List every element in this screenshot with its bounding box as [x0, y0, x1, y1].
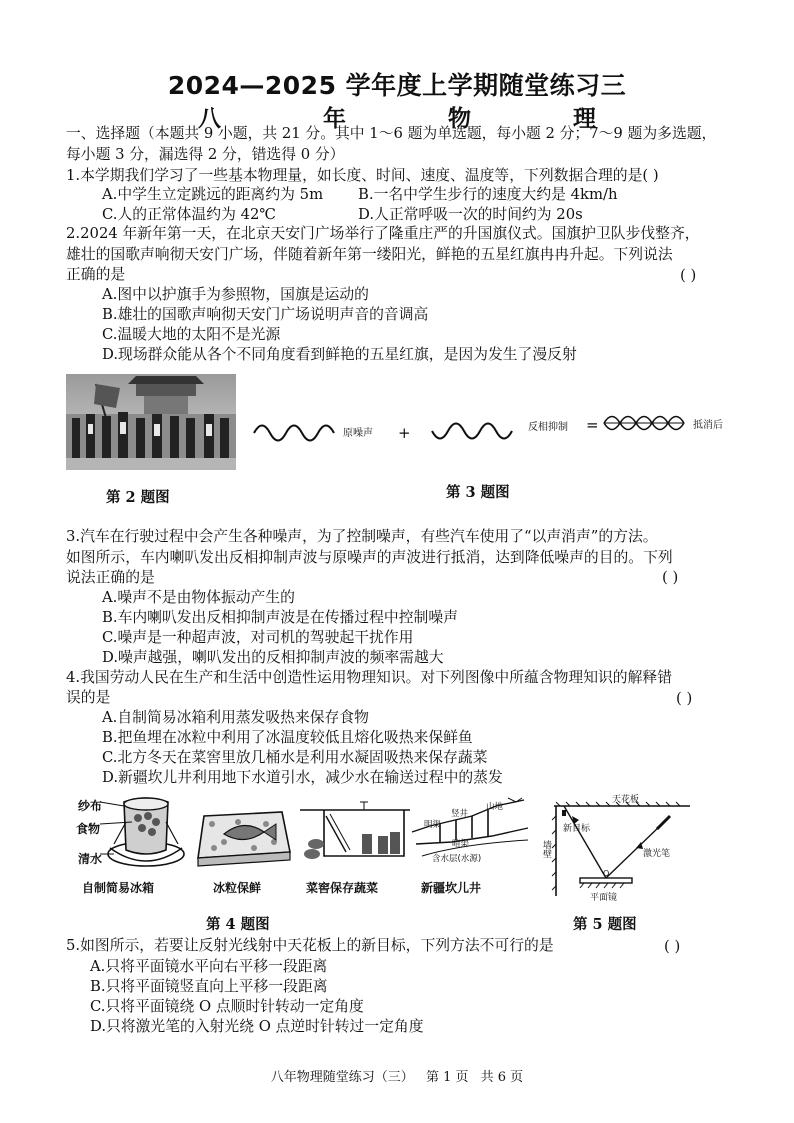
q3-option-b: B.车内喇叭发出反相抑制声波是在传播过程中控制噪声 [102, 609, 458, 626]
q2-option-d: D.现场群众能从各个不同角度看到鲜艳的五星红旗，是因为发生了漫反射 [102, 346, 577, 363]
q2-option-c: C.温暖大地的太阳不是光源 [102, 326, 281, 343]
fig3-anti-wave [432, 416, 518, 446]
fig4-fridge-sketch [104, 792, 190, 872]
section-header-line2: 每小题 3 分，漏选得 2 分，错选得 0 分） [66, 146, 345, 163]
fig3-plus-sign: + [398, 424, 411, 442]
fig2-caption: 第 2 题图 [106, 489, 170, 506]
fig3-equals-sign: = [586, 416, 599, 434]
fig4-karez-shaft-label: 明渠 [424, 820, 442, 830]
fig5-caption: 第 5 题图 [573, 916, 637, 933]
fig4-fridge-caption: 自制简易冰箱 [82, 881, 155, 895]
page-title: 2024—2025 学年度上学期随堂练习三 [167, 71, 627, 100]
fig4-caption: 第 4 题图 [206, 916, 270, 933]
section-header-line1: 一、选择题（本题共 9 小题，共 21 分。其中 1～6 题为单选题，每小题 2 分；7～9 题为多选题， [66, 125, 717, 142]
q2-stem-line3: 正确的是 [66, 266, 126, 283]
footer-page-number: 第 1 页 [425, 1070, 469, 1085]
fig5-wall-label: 墙壁 [541, 840, 551, 858]
q2-option-b: B.雄壮的国歌声响彻天安门广场说明声音的音调高 [102, 306, 429, 323]
q3-option-c: C.噪声是一种超声波，对司机的驾驶起干扰作用 [102, 629, 414, 646]
fig4-ice-fish-sketch [194, 802, 292, 868]
q5-answer-paren: ( ) [664, 938, 681, 955]
q1-stem: 1.本学期我们学习了一些基本物理量，如长度、时间、速度、温度等，下列数据合理的是( ) [66, 167, 659, 184]
fig4-karez-aquifer-label: 含水层(水源) [432, 854, 482, 864]
fig4-ice-caption: 冰粒保鲜 [213, 881, 262, 895]
q4-option-c: C.北方冬天在菜窖里放几桶水是利用水凝固吸热来保存蔬菜 [102, 749, 488, 766]
fig5-mirror-label: 平面镜 [590, 893, 618, 903]
fig5-mirror-diagram [540, 796, 700, 902]
q4-option-d: D.新疆坎儿井利用地下水道引水，减少水在输送过程中的蒸发 [102, 769, 503, 786]
fig4-cellar-sketch [300, 796, 410, 870]
q4-option-a: A.自制简易冰箱利用蒸发吸热来保存食物 [102, 709, 369, 726]
fig3-cancelled-wave [604, 410, 684, 436]
q2-stem-line2: 雄壮的国歌声响彻天安门广场，伴随着新年第一缕阳光，鲜艳的五星红旗冉冉升起。下列说法 [66, 246, 673, 263]
q1-option-c: C.人的正常体温约为 42℃ [102, 206, 276, 223]
q4-stem-line1: 4.我国劳动人民在生产和生活中创造性运用物理知识。对下列图像中所蕴含物理知识的解释错 [66, 669, 672, 686]
fig4-karez-caption: 新疆坎儿井 [421, 881, 482, 895]
q1-option-b: B.一名中学生步行的速度大约是 4km/h [358, 186, 618, 203]
fig5-laser-label: 激光笔 [643, 849, 671, 859]
page-footer [0, 1066, 794, 1085]
q5-option-a: A.只将平面镜水平向右平移一段距离 [90, 958, 328, 975]
q3-answer-paren: ( ) [662, 569, 679, 586]
q4-stem-line2: 误的是 [66, 689, 111, 706]
fig2-flag-guard-photo [66, 374, 236, 470]
q5-stem: 5.如图所示，若要让反射光线射中天花板上的新目标，下列方法不可行的是 [66, 937, 554, 954]
q2-option-a: A.图中以护旗手为参照物，国旗是运动的 [102, 286, 369, 303]
fig3-noise-wave [254, 418, 336, 448]
q2-stem-line1: 2.2024 年新年第一天，在北京天安门广场举行了隆重庄严的升国旗仪式。国旗护卫队步伐整齐， [66, 225, 700, 242]
fig4-karez-well-label: 竖井 [451, 809, 469, 819]
fig5-target-label: 新目标 [563, 824, 591, 834]
q3-stem-line1: 3.汽车在行驶过程中会产生各种噪声，为了控制噪声，有些汽车使用了“以声消声”的方法。 [66, 528, 658, 545]
q4-option-b: B.把鱼埋在冰粒中利用了冰温度较低且熔化吸热来保鲜鱼 [102, 729, 473, 746]
fig4-karez-mountain-label: 山地 [486, 802, 504, 812]
q5-option-c: C.只将平面镜绕 O 点顺时针转动一定角度 [90, 998, 364, 1015]
q4-answer-paren: ( ) [676, 690, 693, 707]
q3-option-d: D.噪声越强，喇叭发出的反相抑制声波的频率需越大 [102, 649, 444, 666]
fig4-cellar-caption: 菜窖保存蔬菜 [306, 881, 379, 895]
fig4-food-label: 食物 [76, 822, 101, 836]
fig5-ceiling-label: 天花板 [612, 795, 640, 805]
fig3-caption: 第 3 题图 [446, 484, 510, 501]
fig4-karez-tunnel-label: 暗渠 [452, 839, 470, 849]
q2-answer-paren: ( ) [680, 267, 697, 284]
footer-total-pages: 共 6 页 [480, 1070, 524, 1085]
footer-exam-name: 八年物理随堂练习（三） [270, 1070, 414, 1085]
q1-option-a: A.中学生立定跳远的距离约为 5m [102, 186, 324, 203]
fig4-water-label: 清水 [78, 852, 103, 866]
fig3-anti-label: 反相抑制 [528, 422, 568, 433]
fig5-o-label: O [603, 869, 610, 878]
q1-option-d: D.人正常呼吸一次的时间约为 20s [358, 206, 583, 223]
q5-option-b: B.只将平面镜竖直向上平移一段距离 [90, 978, 328, 995]
fig3-after-label: 抵消后 [693, 420, 723, 431]
fig3-noise-label: 原噪声 [343, 428, 373, 439]
q3-stem-line2: 如图所示，车内喇叭发出反相抑制声波与原噪声的声波进行抵消，达到降低噪声的目的。下列 [66, 549, 673, 566]
q3-option-a: A.噪声不是由物体振动产生的 [102, 589, 295, 606]
fig4-gauze-label: 纱布 [78, 799, 103, 813]
q5-option-d: D.只将激光笔的入射光绕 O 点逆时针转过一定角度 [90, 1018, 424, 1035]
subject-title: 八 年 物 理 [197, 105, 627, 132]
q3-stem-line3: 说法正确的是 [66, 569, 155, 586]
